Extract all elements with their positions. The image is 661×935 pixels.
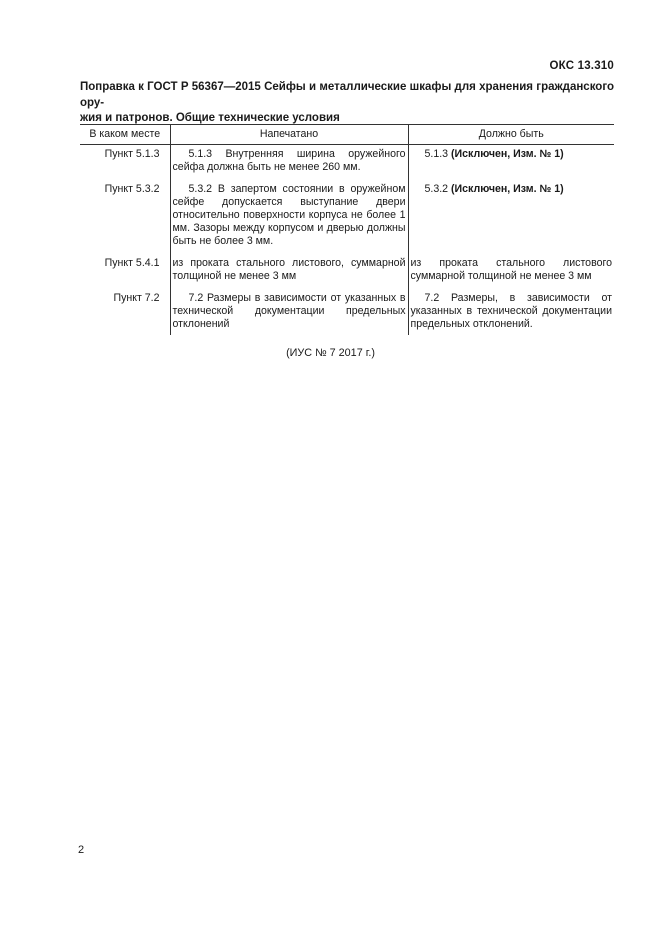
row-printed-text: 5.1.3 Внутренняя ширина оружейного сейфа должна быть не менее 260 мм. xyxy=(170,145,408,181)
row-printed-text: 7.2 Размеры в зависимости от указанных в технической документации предельных отклонений xyxy=(170,289,408,335)
row-printed-text: 5.3.2 В запертом состоянии в оружейном сейфе допускается выступание двери относительно поверхности корпуса не более 1 мм. Зазоры между корпусом и дверью должны быть не более 3 мм. xyxy=(170,180,408,254)
title-line-2: жия и патронов. Общие технические условия xyxy=(80,112,340,124)
table-row xyxy=(80,254,614,289)
column-header-printed: Напечатано xyxy=(170,125,408,145)
table-row xyxy=(80,289,614,335)
row-location: Пункт 5.4.1 xyxy=(104,257,160,269)
row-should-be-text: 7.2 Размеры, в зависимости от указанных в технической документации предельных отклонений. xyxy=(408,289,614,335)
title-line-1: Поправка к ГОСТ Р 56367—2015 Сейфы и металлические шкафы для хранения гражданского ору- xyxy=(80,81,614,109)
row-location: Пункт 7.2 xyxy=(113,292,160,304)
table-row xyxy=(80,145,614,181)
row-location: Пункт 5.1.3 xyxy=(104,148,160,160)
should-bold-note: (Исключен, Изм. № 1) xyxy=(451,148,564,160)
row-printed-text: из проката стального листового, суммарной толщиной не менее 3 мм xyxy=(170,254,408,289)
should-prefix: 5.1.3 xyxy=(424,148,452,160)
column-header-should-be: Должно быть xyxy=(408,125,614,145)
row-location: Пункт 5.3.2 xyxy=(104,183,160,195)
row-should-be-text xyxy=(408,145,614,181)
table-header-row xyxy=(80,125,614,145)
table-row xyxy=(80,180,614,254)
row-should-be-text xyxy=(408,180,614,254)
column-header-where: В каком месте xyxy=(80,125,170,145)
should-bold-note: (Исключен, Изм. № 1) xyxy=(451,183,564,195)
amendment-title xyxy=(80,80,614,127)
source-reference: (ИУС № 7 2017 г.) xyxy=(286,347,375,359)
amendment-table xyxy=(80,124,614,335)
classification-code: ОКС 13.310 xyxy=(549,60,614,72)
row-should-be-text: из проката стального листового суммарной толщиной не менее 3 мм xyxy=(408,254,614,289)
page-number: 2 xyxy=(78,844,85,856)
should-prefix: 5.3.2 xyxy=(424,183,452,195)
